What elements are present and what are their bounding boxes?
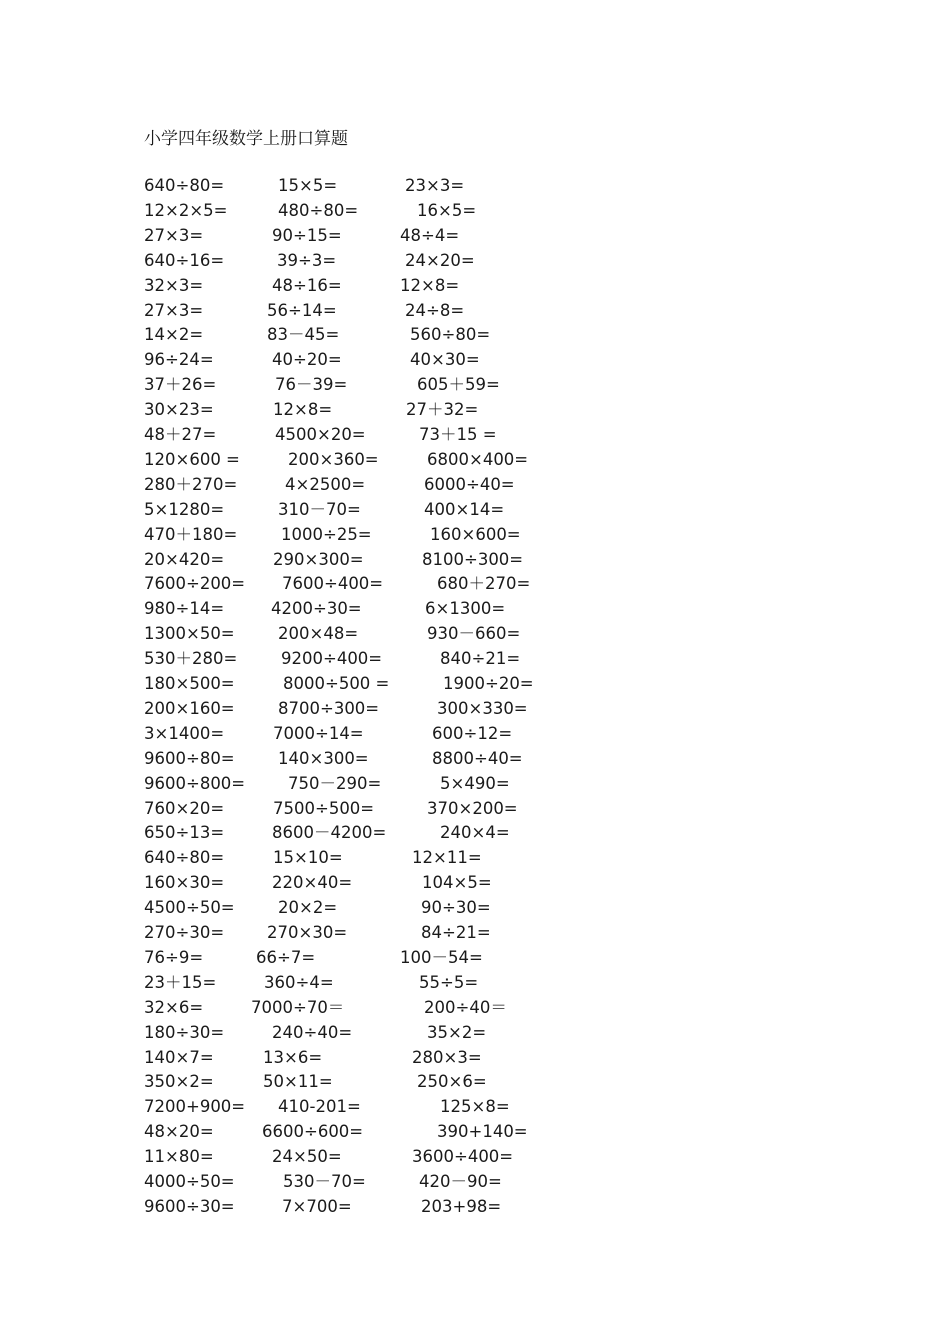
problem-item: 12×8= [273,400,333,420]
problem-item: 66÷7= [256,947,316,967]
problem-row [0,946,950,970]
problem-row [0,996,950,1020]
problem-item: 76－39= [275,375,348,395]
problem-item: 270÷30= [144,923,225,942]
problem-item: 250×6= [417,1072,487,1092]
problem-row [0,896,950,920]
problem-item: 840÷21= [440,649,521,669]
problem-item: 27×3= [144,225,204,245]
problem-row [0,548,950,572]
problem-row [0,597,950,621]
problem-item: 9600÷30= [144,1196,235,1216]
problem-item: 6800×400= [427,449,529,469]
problem-row [0,1145,950,1169]
problem-item: 32×3= [144,275,204,295]
problem-row [0,1170,950,1194]
problem-item: 5×490= [440,773,510,793]
problem-item: 600÷12= [432,723,513,743]
problem-item: 400×14= [424,499,505,519]
problem-item: 650÷13= [144,823,225,843]
problem-item: 8600－4200= [272,823,387,843]
problem-item: 13×6= [263,1047,323,1067]
problem-item: 39÷3= [277,250,337,270]
problem-item: 24×20= [405,250,475,270]
problem-row [0,224,950,248]
problem-item: 4500÷50= [144,898,235,918]
problem-item: 7600÷200= [144,574,246,594]
problem-row [0,498,950,522]
problem-item: 7×700= [282,1196,352,1216]
problem-row [0,448,950,472]
problem-item: 125×8= [440,1097,510,1117]
problem-row [0,1046,950,1070]
problem-row [0,323,950,347]
problem-item: 760×20= [144,798,225,818]
problem-row [0,199,950,223]
problem-item: 6000÷40= [424,474,515,494]
problem-item: 220×40= [272,873,353,893]
problem-item: 14×2= [144,325,204,345]
problem-item: 50×11= [263,1072,333,1092]
problem-item: 640÷80= [144,176,225,195]
problem-row [0,1070,950,1094]
problem-item: 7000÷14= [273,723,364,743]
page-title: 小学四年级数学上册口算题 [144,129,348,149]
problem-item: 180×500= [144,674,235,693]
problem-item: 750－290= [288,773,382,793]
problem-row [0,821,950,845]
problem-item: 3600÷400= [412,1147,514,1167]
problem-item: 470＋180= [144,524,238,544]
problem-item: 23＋15= [144,972,217,992]
problem-item: 4500×20= [275,425,366,444]
problem-item: 280＋270= [144,474,238,494]
problem-row [0,772,950,796]
problem-row [0,1021,950,1045]
problem-row [0,921,950,945]
problem-row [0,274,950,298]
problem-item: 76÷9= [144,947,204,967]
problem-item: 8000÷500 = [283,674,390,693]
problem-item: 203+98= [421,1196,502,1216]
problem-item: 48＋27= [144,425,217,444]
problem-item: 560÷80= [410,325,491,345]
problem-row [0,846,950,870]
problem-item: 7600÷400= [282,574,384,594]
problem-item: 48÷16= [272,275,342,295]
problem-item: 680＋270= [437,574,531,594]
problem-item: 16×5= [417,200,477,220]
problem-item: 930－660= [427,624,521,644]
problem-item: 980÷14= [144,599,225,619]
problem-item: 240÷40= [272,1022,353,1042]
problem-row [0,672,950,696]
problem-item: 6×1300= [425,599,506,619]
problem-item: 350×2= [144,1072,214,1092]
problem-item: 410-201= [278,1097,361,1117]
problem-item: 90÷30= [421,898,491,918]
problem-item: 200×360= [288,449,379,469]
problem-item: 8100÷300= [422,549,524,569]
problem-row [0,398,950,422]
problem-item: 180÷30= [144,1022,225,1042]
problem-row [0,1095,950,1119]
problem-item: 200÷40＝ [424,997,507,1017]
problem-row [0,647,950,671]
problem-item: 200×48= [278,624,359,644]
problem-item: 4000÷50= [144,1172,235,1191]
problem-item: 7200+900= [144,1097,246,1117]
problem-item: 20×420= [144,549,225,569]
problem-item: 605＋59= [417,375,500,395]
problem-item: 8700÷300= [278,698,380,718]
problem-row [0,373,950,397]
problem-row [0,174,950,198]
problem-item: 4×2500= [285,474,366,494]
problem-item: 40×30= [410,350,480,370]
problem-item: 370×200= [427,798,518,818]
problem-item: 160×30= [144,873,225,893]
problem-item: 6600÷600= [262,1122,364,1142]
problem-row [0,622,950,646]
problem-item: 56÷14= [267,300,337,320]
problem-item: 140×7= [144,1047,214,1067]
problem-item: 96÷24= [144,350,214,370]
problem-item: 104×5= [422,873,492,893]
problem-item: 9200÷400= [281,649,383,669]
problem-item: 73＋15 = [419,425,497,444]
problem-item: 83－45= [267,325,340,345]
problem-row [0,523,950,547]
problem-item: 420－90= [419,1172,502,1191]
problem-item: 9600÷80= [144,748,235,768]
problem-item: 84÷21= [421,923,491,942]
problem-item: 5×1280= [144,499,225,519]
problem-item: 27×3= [144,300,204,320]
problem-item: 32×6= [144,997,204,1017]
problem-item: 11×80= [144,1147,214,1167]
problem-row [0,299,950,323]
problem-item: 240×4= [440,823,510,843]
problem-row [0,572,950,596]
problem-item: 1000÷25= [281,524,372,544]
problem-item: 200×160= [144,698,235,718]
problem-item: 7500÷500= [273,798,375,818]
problem-item: 48÷4= [400,225,460,245]
problem-item: 23×3= [405,176,465,195]
problem-item: 270×30= [267,923,348,942]
problem-item: 390+140= [437,1122,528,1142]
problem-item: 8800÷40= [432,748,523,768]
problem-item: 15×10= [273,848,343,868]
problem-item: 300×330= [437,698,528,718]
problem-item: 7000÷70＝ [251,997,345,1017]
problem-item: 3×1400= [144,723,225,743]
problem-item: 280×3= [412,1047,482,1067]
problem-item: 360÷4= [264,972,334,992]
problem-item: 27＋32= [406,400,479,420]
problem-row [0,747,950,771]
problem-item: 290×300= [273,549,364,569]
problem-item: 4200÷30= [271,599,362,619]
problem-item: 55÷5= [419,972,479,992]
problem-row [0,423,950,447]
problem-row [0,722,950,746]
problem-item: 40÷20= [272,350,342,370]
problem-row [0,797,950,821]
problem-item: 12×8= [400,275,460,295]
problem-item: 480÷80= [278,200,359,220]
problem-item: 160×600= [430,524,521,544]
problem-row [0,871,950,895]
problem-row [0,348,950,372]
problem-row [0,971,950,995]
problem-item: 30×23= [144,400,214,420]
problem-row [0,697,950,721]
problem-item: 20×2= [278,898,338,918]
problem-item: 37＋26= [144,375,217,395]
problem-item: 9600÷800= [144,773,246,793]
problem-item: 90÷15= [272,225,342,245]
problem-item: 310－70= [278,499,361,519]
problem-item: 1300×50= [144,624,235,644]
problem-row [0,249,950,273]
problem-item: 120×600 = [144,449,240,469]
problem-item: 35×2= [427,1022,487,1042]
problem-item: 640÷80= [144,848,225,868]
problem-item: 1900÷20= [443,674,534,693]
problem-row [0,1195,950,1219]
problem-item: 530＋280= [144,649,238,669]
problem-item: 12×11= [412,848,482,868]
problem-item: 24×50= [272,1147,342,1167]
problem-item: 140×300= [278,748,369,768]
problem-item: 640÷16= [144,250,225,270]
problem-item: 24÷8= [405,300,465,320]
problem-row [0,473,950,497]
problem-row [0,1120,950,1144]
problem-item: 530－70= [283,1172,366,1191]
problem-item: 100－54= [400,947,483,967]
problem-item: 48×20= [144,1122,214,1142]
problem-item: 15×5= [278,176,338,195]
problem-item: 12×2×5= [144,200,228,220]
